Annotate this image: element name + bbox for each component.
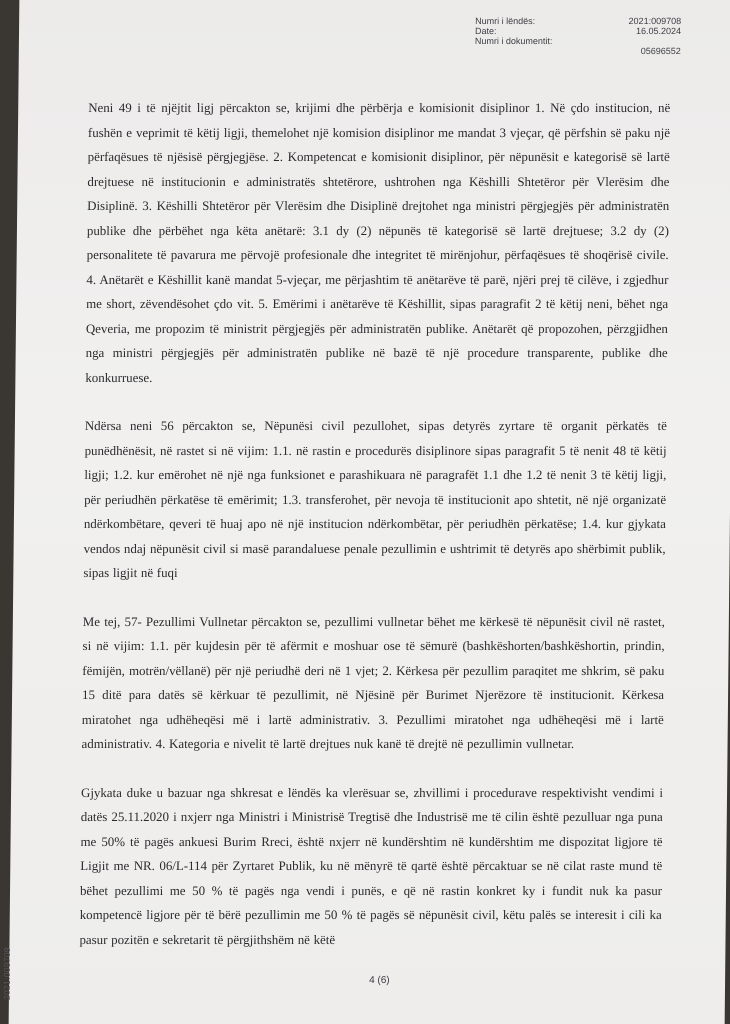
case-number-row xyxy=(475,16,681,26)
paragraph-article-57: Me tej, 57- Pezullimi Vullnetar përcakton se, pezullimi vullnetar bëhet me kërkesë të nëpunësit civil në rastet, si në vijim: 1.1. për kujdesin për të afërmit e moshuar ose të sëmurë (bashkëshorten/bashkëshortin, prindin, fëmijën, motrën/vëllanë) për një periudhë deri në 1 vjet; 2. Kërkesa për pezullim paraqitet me shkrim, së paku 15 ditë para datës së kërkuar të pezullimit, në Njësinë për Burimet Njerëzore të institucionit. Kërkesa miratohet nga udhëheqësi më i lartë administrativ. 3. Pezullimi miratohet nga udhëheqësi më i lartë administrativ. 4. Kategoria e nivelit të lartë drejtues nuk kanë të drejtë në pezullimin vullnetar. xyxy=(81,614,665,751)
page-number: 4 (6) xyxy=(369,975,390,986)
document-body xyxy=(79,96,670,952)
document-number-value: 05696552 xyxy=(640,46,681,56)
paragraph-court-assessment: Gjykata duke u bazuar nga shkresat e lëndës ka vlerësuar se, zhvillimi i procedurave respektivisht vendimi i datës 25.11.2020 i nxjerr nga Ministri i Ministrisë Tregtisë dhe Industrisë me të cilin është pezulluar nga puna me 50% të pagës ankuesi Burim Rreci, është nxjerr në kundërshtim në kundërshtim me dispozitat ligjore të Ligjit me NR. 06/L-114 për Zyrtaret Publik, ku në mënyrë të qartë është përcaktuar se në cilat raste mund të bëhet pezullimi me 50 % të pagës nga vendi i punës, e që në rastin konkret ky i fundit nuk ka pasur kompetencë ligjore për të bërë pezullimin me 50 % të pagës së nëpunësit civil, këtu palës se interesit i cili ka pasur pozitën e sekretarit të përgjithshëm në këtë xyxy=(79,785,664,947)
paragraph-article-49: Neni 49 i të njëjtit ligj përcakton se, krijimi dhe përbërja e komisionit disiplinor 1. Në çdo institucion, në fushën e veprimit të këtij ligji, themelohet një komision disiplinor me mandat 3 vjeçar, që përfshin së paku një përfaqësues të njësisë përgjegjëse. 2. Kompetencat e komisionit disiplinor, për nëpunësit e kategorisë së lartë drejtuese në institucionin e administratës shtetërore, ushtrohen nga Këshilli Shtetëror për Vlerësim dhe Disiplinë. 3. Këshilli Shtetëror për Vlerësim dhe Disiplinë drejtohet nga ministri përgjegjës për administratën publike dhe përbëhet nga këta anëtarë: 3.1 dy (2) nëpunës të kategorisë së lartë drejtuese; 3.2 dy (2) personalitete të pavarura me përvojë profesionale dhe integritet të mirënjohur, përfaqësues të shoqërisë civile. 4. Anëtarët e Këshillit kanë mandat 5-vjeçar, me përjashtim të anëtarëve të parë, njëri prej të cilëve, i zgjedhur me short, zëvendësohet çdo vit. 5. Emërimi i anëtarëve të Këshillit, sipas paragrafit 2 të këtij neni, bëhet nga Qeveria, me propozim të ministrit përgjegjës për administratën publike. Anëtarët që propozohen, përzgjidhen nga ministri përgjegjës për administratën publike në bazë të një procedure transparente, publike dhe konkurruese. xyxy=(85,101,671,385)
document-metadata xyxy=(475,16,681,56)
date-row xyxy=(475,26,681,36)
side-case-stamp: 2021:009709 xyxy=(2,947,12,1000)
date-value: 16.05.2024 xyxy=(635,26,682,36)
document-number-row xyxy=(475,36,681,46)
document-number-label: Numri i dokumentit: xyxy=(474,36,553,46)
document-page xyxy=(9,0,730,1024)
case-number-value: 2021:009708 xyxy=(628,16,682,26)
date-label: Date: xyxy=(474,26,497,36)
paragraph-article-56: Ndërsa neni 56 përcakton se, Nëpunësi civil pezullohet, sipas detyrës zyrtare të organit përkatës të punëdhënësit, në rastet si në vijim: 1.1. në rastin e procedurës disiplinore sipas paragrafit 5 të nenit 48 të këtij ligji; 1.2. kur emërohet në një nga funksionet e parashikuara në paragrafët 1.1 dhe 1.2 të nenit 3 të këtij ligji, për periudhën përkatëse të emërimit; 1.3. transferohet, për nevoja të institucionit apo shtetit, në një organizatë ndërkombëtare, qeveri të huaj apo në një institucion ndërkombëtar, për periudhën përkatëse; 1.4. kur gjykata vendos ndaj nëpunësit civil si masë parandaluese penale pezullimin e ushtrimit të detyrës apo shërbimit publik, sipas ligjit në fuqi xyxy=(83,419,667,580)
case-number-label: Numri i lëndës: xyxy=(475,16,536,26)
